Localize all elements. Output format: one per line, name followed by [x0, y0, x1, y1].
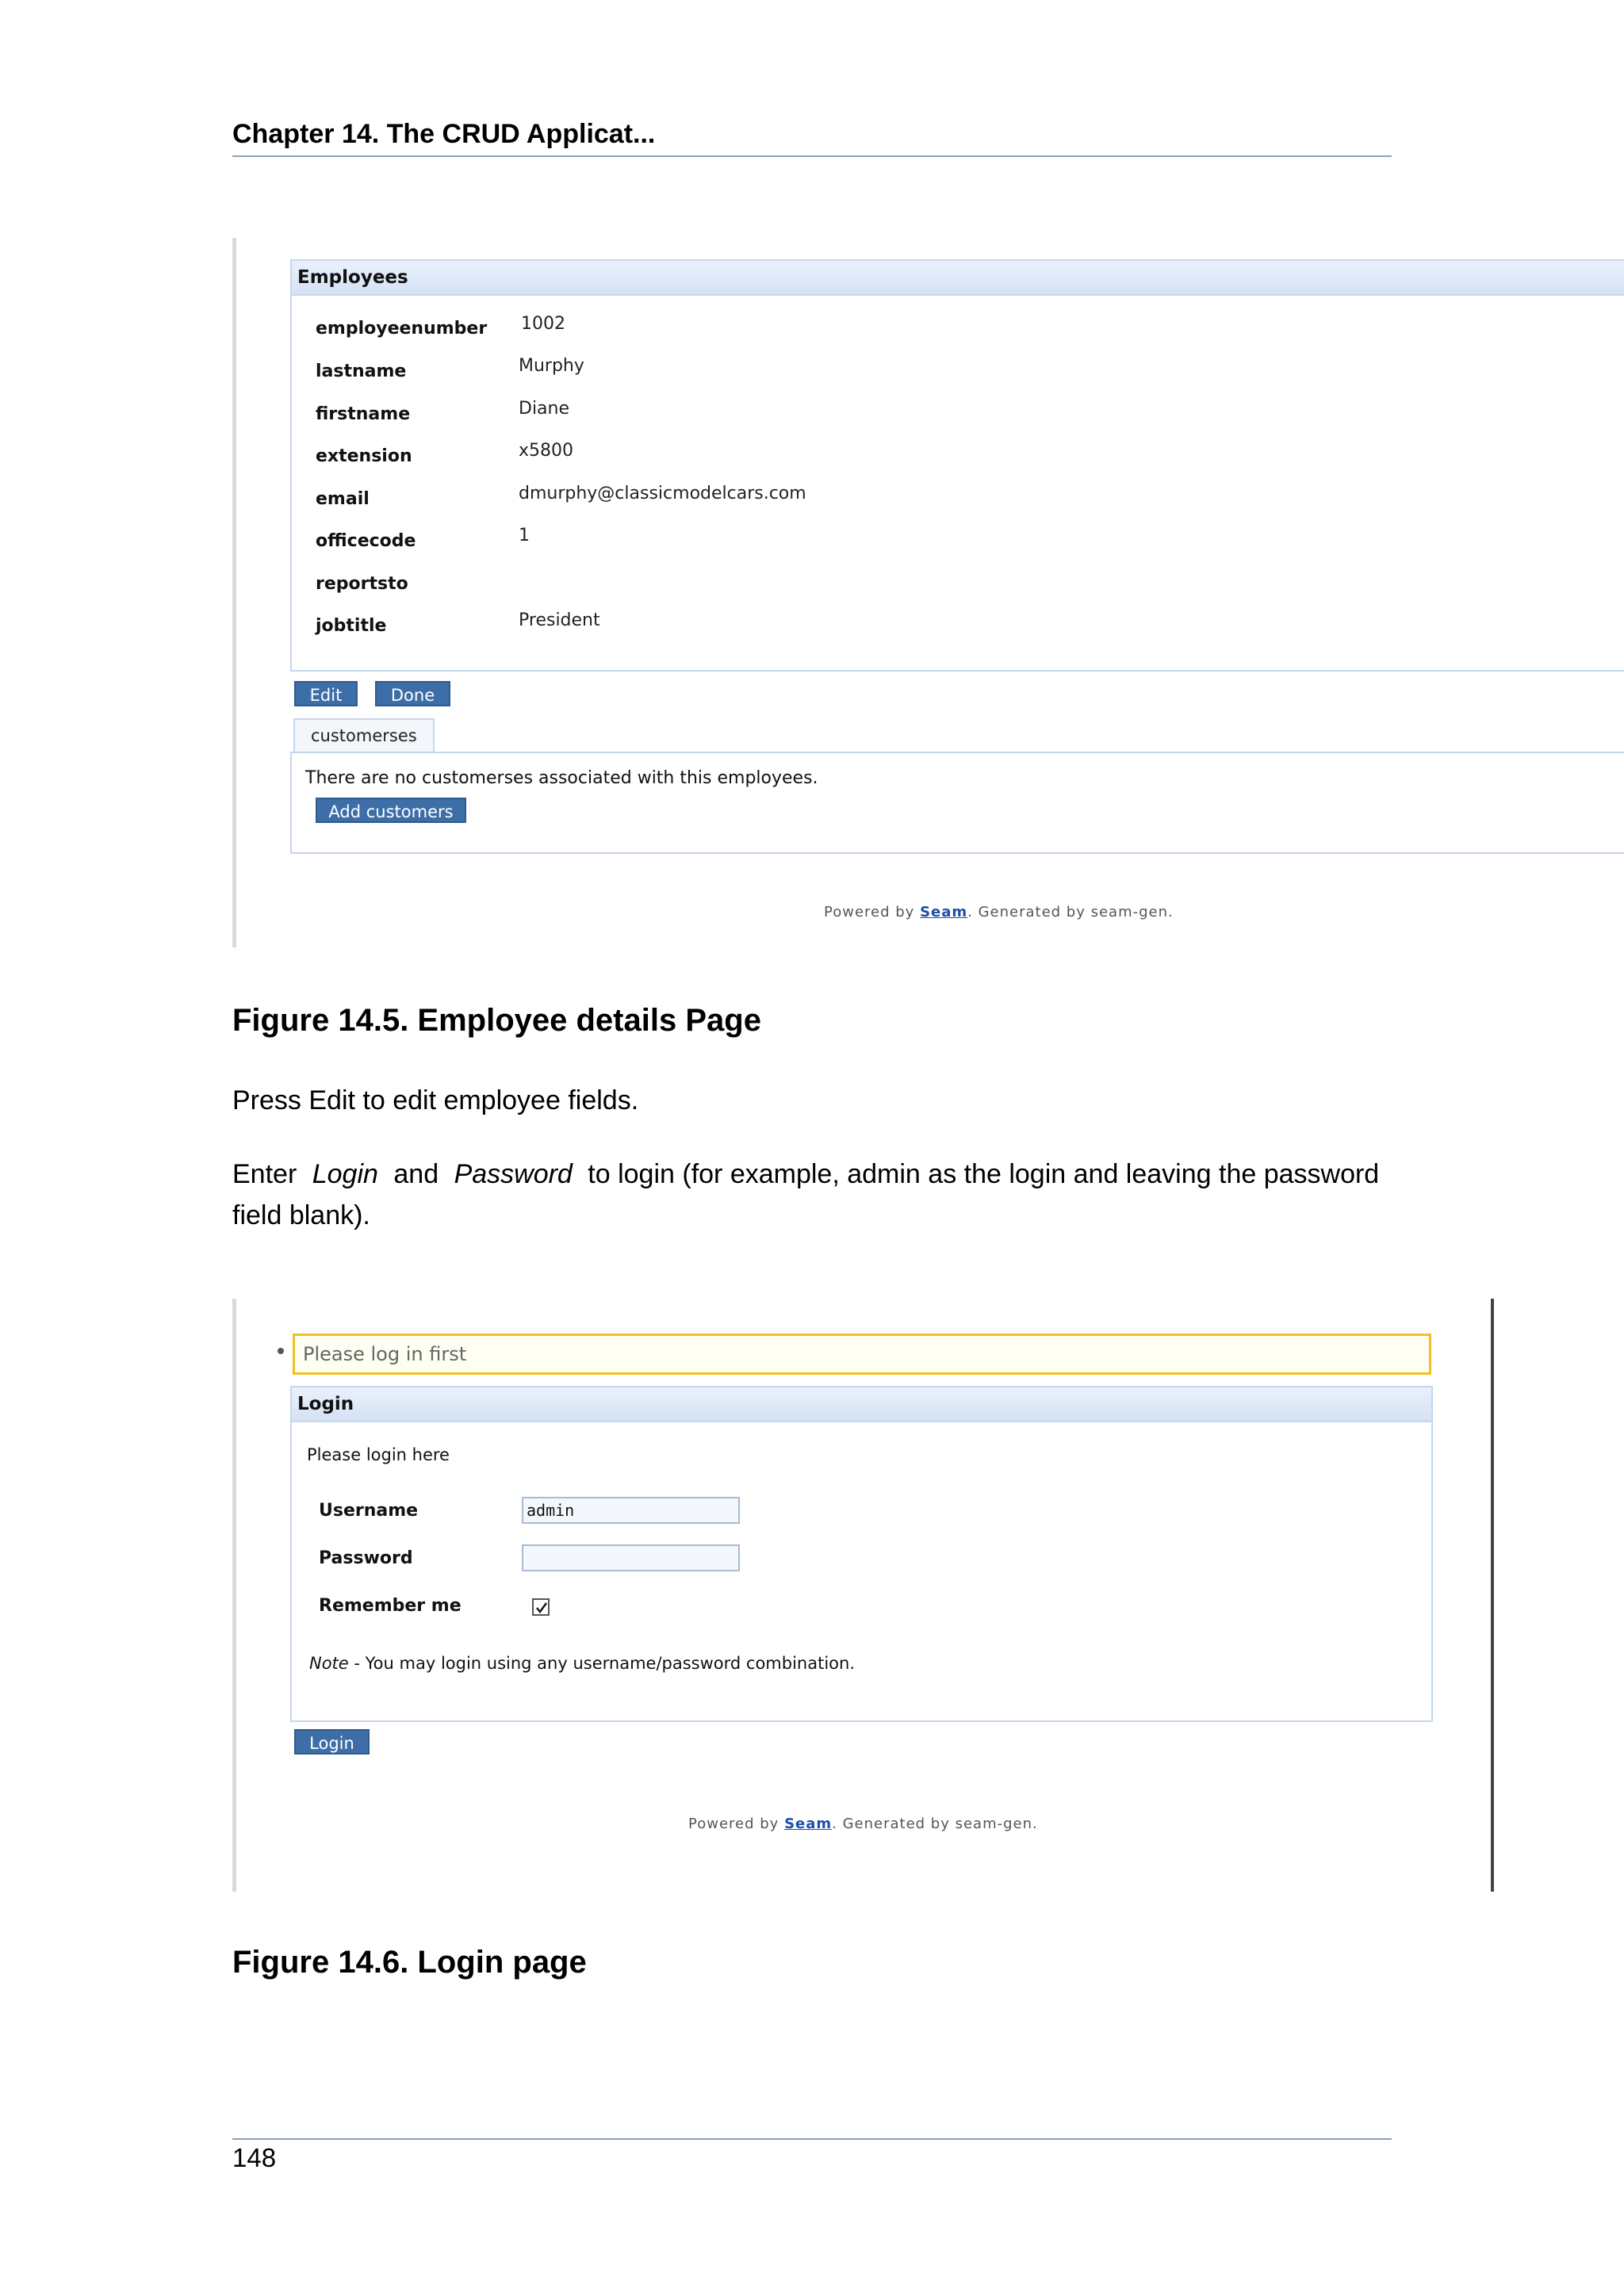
- edit-button[interactable]: Edit: [294, 681, 358, 706]
- field-row-extension: [316, 443, 950, 470]
- running-header: Chapter 14. The CRUD Applicat...: [232, 116, 1392, 157]
- field-row-firstname: [316, 401, 950, 428]
- field-row-employeenumber: [316, 316, 950, 342]
- field-row-email: [316, 486, 950, 513]
- text: and: [393, 1159, 439, 1189]
- note-text: - You may login using any username/password combination.: [348, 1654, 855, 1673]
- login-intro: Please login here: [307, 1445, 450, 1464]
- remember-label: Remember me: [319, 1596, 462, 1616]
- powered-by-footer: [824, 904, 1174, 920]
- password-input[interactable]: [522, 1544, 740, 1571]
- field-value: 1002: [521, 314, 565, 334]
- field-label: reportsto: [316, 574, 408, 594]
- field-row-officecode: [316, 528, 950, 555]
- login-note: [309, 1651, 855, 1676]
- field-row-lastname: [316, 358, 950, 385]
- employee-details-screenshot: [232, 238, 1624, 947]
- seam-link[interactable]: Seam: [920, 904, 968, 920]
- text: to login (for example, admin as the login and leaving the password: [588, 1159, 1380, 1189]
- text: field blank).: [232, 1200, 370, 1230]
- employees-panel-title: Employees: [292, 261, 1624, 296]
- footer-rule: [232, 2138, 1392, 2140]
- figure-14-5-caption: Figure 14.5. Employee details Page: [232, 1003, 761, 1038]
- tab-customerses[interactable]: customerses: [293, 718, 435, 753]
- username-label: Username: [319, 1501, 419, 1521]
- employees-panel: [290, 259, 1624, 672]
- username-input[interactable]: [522, 1497, 740, 1524]
- text: Password: [454, 1159, 573, 1189]
- seam-link[interactable]: Seam: [784, 1816, 833, 1832]
- login-page-screenshot: [232, 1299, 1494, 1892]
- add-customers-button[interactable]: Add customers: [316, 798, 466, 823]
- field-label: firstname: [316, 404, 411, 424]
- field-value: x5800: [519, 441, 574, 461]
- field-value: Diane: [519, 399, 570, 419]
- figure-14-6-caption: Figure 14.6. Login page: [232, 1945, 587, 1980]
- paragraph-enter-login: [232, 1154, 1392, 1236]
- check-icon: [534, 1601, 549, 1615]
- field-label: jobtitle: [316, 616, 387, 636]
- field-value: 1: [519, 526, 530, 545]
- powered-by-footer: [688, 1816, 1038, 1832]
- powered-suffix: . Generated by seam-gen.: [832, 1816, 1038, 1832]
- text: Enter: [232, 1159, 297, 1189]
- info-message: Please log in first: [293, 1334, 1431, 1375]
- text: Login: [312, 1159, 378, 1189]
- empty-message: There are no customerses associated with this employees.: [305, 768, 818, 788]
- paragraph-press-edit: Press Edit to edit employee fields.: [232, 1085, 639, 1115]
- page-number: 148: [232, 2143, 277, 2172]
- field-value: dmurphy@classicmodelcars.com: [519, 484, 806, 503]
- bullet-icon: [278, 1348, 284, 1354]
- customerses-tab-panel: [290, 752, 1624, 854]
- powered-suffix: . Generated by seam-gen.: [967, 904, 1174, 920]
- remember-me-checkbox[interactable]: [532, 1598, 550, 1616]
- password-label: Password: [319, 1548, 413, 1568]
- login-panel-title: Login: [292, 1387, 1431, 1422]
- field-row-reportsto: [316, 571, 950, 598]
- note-label: Note: [309, 1654, 349, 1673]
- login-panel: [290, 1386, 1433, 1722]
- login-button[interactable]: Login: [294, 1729, 370, 1755]
- field-label: lastname: [316, 362, 407, 381]
- field-value: President: [519, 610, 600, 630]
- field-label: extension: [316, 446, 412, 466]
- powered-prefix: Powered by: [824, 904, 915, 920]
- done-button[interactable]: Done: [375, 681, 450, 706]
- field-label: officecode: [316, 531, 416, 551]
- powered-prefix: Powered by: [688, 1816, 779, 1832]
- field-row-jobtitle: [316, 610, 950, 640]
- field-label: employeenumber: [316, 319, 488, 339]
- remember-row: [319, 1593, 795, 1620]
- field-value: Murphy: [519, 356, 584, 376]
- field-label: email: [316, 489, 370, 509]
